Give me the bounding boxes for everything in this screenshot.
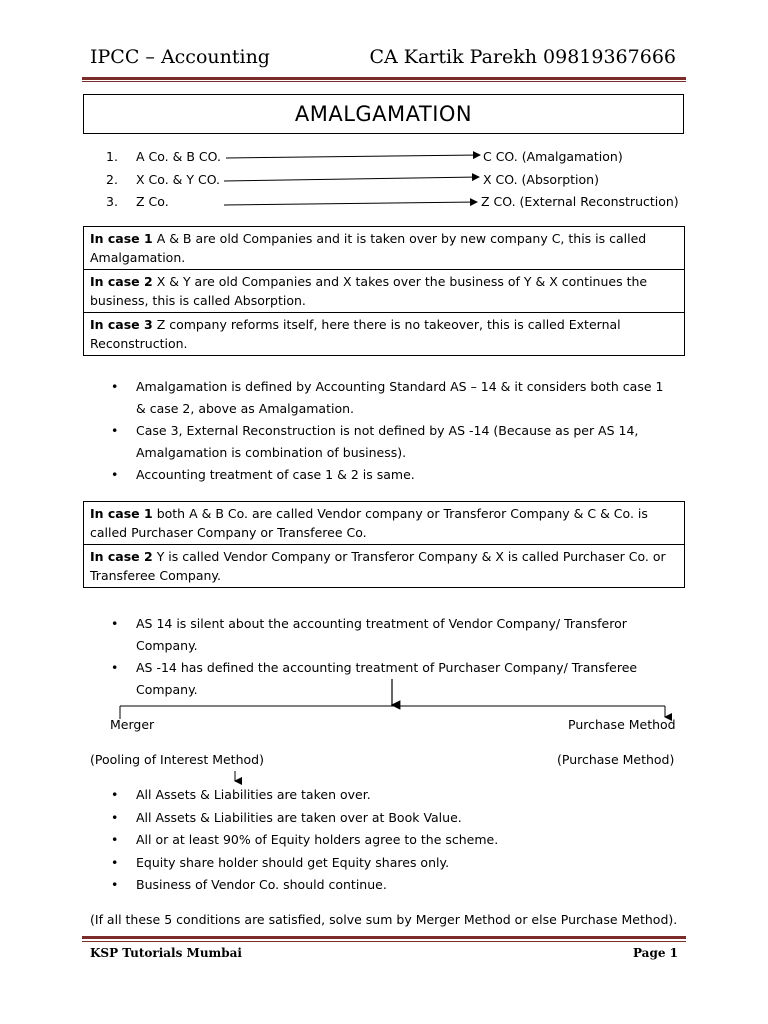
footer-left: KSP Tutorials Mumbai [90, 946, 242, 960]
list-num-1: 1. [106, 149, 118, 164]
case-2-cell [84, 269, 684, 312]
case-1-text: A & B are old Companies and it is taken over by new company C, this is called Amalgamation. [90, 231, 647, 265]
list-from-3: Z Co. [136, 194, 169, 209]
list-item: • All Assets & Liabilities are taken over. [111, 787, 371, 802]
list-item: • AS 14 is silent about the accounting treatment of Vendor Company/ Transferor Company. [111, 616, 627, 653]
purchase-method-label: Purchase Method [568, 717, 676, 732]
page-title: AMALGAMATION [83, 94, 684, 134]
case-2-label: In case 2 [90, 274, 153, 289]
list-arrows [0, 0, 768, 240]
bullets-definitions [111, 376, 676, 486]
header-right: CA Kartik Parekh 09819367666 [369, 46, 676, 68]
arrow-1 [226, 155, 480, 158]
list-to-2: X CO. (Absorption) [483, 172, 599, 187]
box2-case-2-text: Y is called Vendor Company or Transferor Company & X is called Purchaser Co. or Transferee Company. [90, 549, 666, 583]
list-item: • Amalgamation is defined by Accounting Standard AS – 14 & it considers both case 1 & case 2, above as Amalgamation. [111, 379, 664, 416]
case-1-cell [84, 227, 684, 269]
merger-sublabel: (Pooling of Interest Method) [90, 752, 264, 767]
merger-label: Merger [110, 717, 155, 732]
case-1-label: In case 1 [90, 231, 153, 246]
merger-conditions [111, 784, 656, 897]
list-to-3: Z CO. (External Reconstruction) [481, 194, 679, 209]
box2-case-2-label: In case 2 [90, 549, 153, 564]
case-3-text: Z company reforms itself, here there is no takeover, this is called External Reconstruction. [90, 317, 621, 351]
box2-case-2-cell [84, 544, 684, 587]
case-3-label: In case 3 [90, 317, 153, 332]
arrow-3 [224, 202, 477, 205]
footer-rule [82, 936, 686, 939]
box2-case-1-label: In case 1 [90, 506, 153, 521]
cases-box [83, 226, 685, 356]
vendor-purchaser-box [83, 501, 685, 588]
list-to-1: C CO. (Amalgamation) [483, 149, 623, 164]
footer-rule-thin [82, 941, 686, 942]
list-item: • AS -14 has defined the accounting treatment of Purchaser Company/ Transferee Company. [111, 660, 638, 697]
page-number: Page 1 [632, 946, 678, 960]
list-item: • Accounting treatment of case 1 & 2 is same. [111, 467, 415, 482]
purchase-sublabel: (Purchase Method) [557, 752, 675, 767]
case-2-text: X & Y are old Companies and X takes over the business of Y & X continues the business, this is called Absorption. [90, 274, 648, 308]
list-item: • All Assets & Liabilities are taken over at Book Value. [111, 809, 462, 825]
list-from-2: X Co. & Y CO. [136, 172, 221, 187]
header-left: IPCC – Accounting [90, 46, 270, 68]
list-num-3: 3. [106, 194, 118, 209]
list-from-1: A Co. & B CO. [136, 149, 221, 164]
case-3-cell [84, 312, 684, 355]
conclusion-text: (If all these 5 conditions are satisfied, solve sum by Merger Method or else Purchase Method). [90, 912, 678, 927]
list-item: • Equity share holder should get Equity shares only. [111, 854, 450, 870]
box2-case-1-text: both A & B Co. are called Vendor company or Transferor Company & C & Co. is called Purchaser Company or Transferee Co. [90, 506, 648, 540]
list-item: • All or at least 90% of Equity holders agree to the scheme. [111, 832, 499, 847]
list-item: • Business of Vendor Co. should continue. [111, 877, 387, 892]
list-num-2: 2. [106, 172, 118, 187]
list-item: • Case 3, External Reconstruction is not defined by AS -14 (Because as per AS 14, Amalgamation is combination of business). [111, 423, 639, 460]
arrow-2 [224, 177, 479, 181]
box2-case-1-cell [84, 502, 684, 544]
